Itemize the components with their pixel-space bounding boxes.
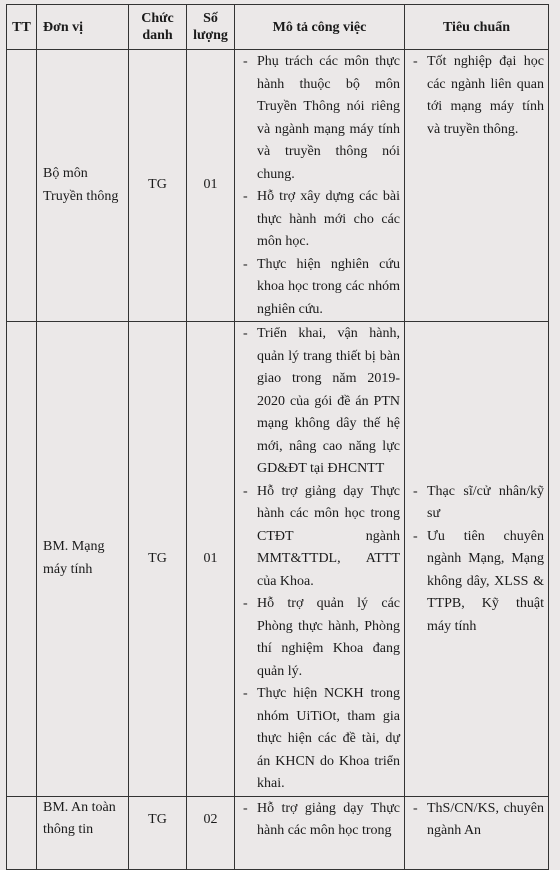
cell-mo-ta: [235, 50, 405, 322]
header-don-vi: Đơn vị: [37, 5, 129, 50]
list-item: - Thực hiện nghiên cứu khoa học trong các nhóm nghiên cứu.: [235, 254, 404, 322]
list-item: - Hỗ trợ giảng dạy Thực hành các môn học trong CTĐT ngành MMT&TTDL, ATTT của Khoa.: [235, 481, 404, 594]
list-item: - ThS/CN/KS, chuyên ngành An: [405, 798, 548, 843]
cell-don-vi: Bộ môn Truyền thông: [37, 50, 129, 322]
table-row: [7, 322, 549, 797]
cell-so-luong: 02: [187, 796, 235, 869]
cell-tieu-chuan: [405, 796, 549, 869]
header-row: [7, 5, 549, 50]
table-row: [7, 796, 549, 869]
cell-so-luong: 01: [187, 322, 235, 797]
list-item: - Triển khai, vận hành, quản lý trang thiết bị bàn giao trong năm 2019-2020 của gói đề án PTN mạng không dây thế hệ mới, nâng cao năng lực GD&ĐT tại ĐHCNTT: [235, 323, 404, 481]
header-tt: TT: [7, 5, 37, 50]
header-mo-ta: Mô tả công việc: [235, 5, 405, 50]
list-item: - Phụ trách các môn thực hành thuộc bộ môn Truyền Thông nói riêng và ngành mạng máy tính và truyền thông nói chung.: [235, 51, 404, 186]
header-chuc-danh: Chức danh: [129, 5, 187, 50]
cell-tt: [7, 322, 37, 797]
cell-chuc-danh: TG: [129, 50, 187, 322]
cell-chuc-danh: TG: [129, 322, 187, 797]
list-item: - Thạc sĩ/cử nhân/kỹ sư: [405, 481, 548, 526]
cell-tieu-chuan: [405, 50, 549, 322]
cell-don-vi: BM. Mạng máy tính: [37, 322, 129, 797]
list-item: - Tốt nghiệp đại học các ngành liên quan tới mạng máy tính và truyền thông.: [405, 51, 548, 141]
recruitment-table: [6, 4, 549, 870]
list-item: - Hỗ trợ quản lý các Phòng thực hành, Phòng thí nghiệm Khoa đang quản lý.: [235, 593, 404, 683]
header-so-luong: Số lượng: [187, 5, 235, 50]
header-tieu-chuan: Tiêu chuẩn: [405, 5, 549, 50]
list-item: - Hỗ trợ giảng dạy Thực hành các môn học trong: [235, 798, 404, 843]
cell-mo-ta: [235, 796, 405, 869]
cell-chuc-danh: TG: [129, 796, 187, 869]
cell-mo-ta: [235, 322, 405, 797]
cell-don-vi: BM. An toàn thông tin: [37, 796, 129, 869]
table-row: [7, 50, 549, 322]
cell-tieu-chuan: [405, 322, 549, 797]
list-item: - Ưu tiên chuyên ngành Mạng, Mạng không dây, XLSS & TTPB, Kỹ thuật máy tính: [405, 526, 548, 639]
cell-tt: [7, 50, 37, 322]
cell-tt: [7, 796, 37, 869]
cell-so-luong: 01: [187, 50, 235, 322]
list-item: - Thực hiện NCKH trong nhóm UiTiOt, tham gia thực hiện các đề tài, dự án KHCN do Khoa triển khai.: [235, 683, 404, 796]
list-item: - Hỗ trợ xây dựng các bài thực hành mới cho các môn học.: [235, 186, 404, 254]
